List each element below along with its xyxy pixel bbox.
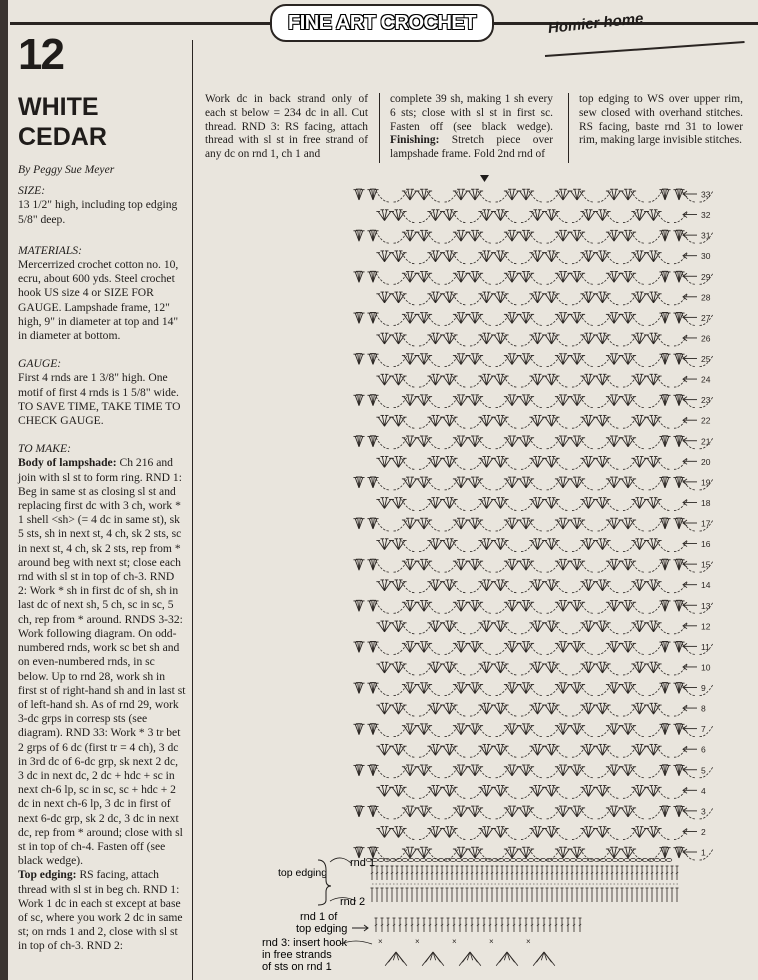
row-number: 25 xyxy=(701,354,711,364)
instructions-column-2: Work dc in back strand only of each st below = 234 dc in all. Cut thread. RND 3: RS facing, attach thread with sl st in free strand of any dc on rnd 1, ch 1 and xyxy=(205,93,368,161)
diagram-row xyxy=(376,457,687,470)
pattern-title: WHITE CEDAR xyxy=(18,93,107,151)
row-number: 24 xyxy=(701,374,711,385)
row-label xyxy=(683,416,711,426)
diagram-row xyxy=(353,600,713,613)
row-number: 19 xyxy=(701,477,711,488)
top-edging-label-2: top edging xyxy=(296,923,348,935)
edging-detail-rnd1 xyxy=(375,918,582,932)
row-number: 28 xyxy=(701,292,711,303)
diagram-row xyxy=(353,641,713,654)
diagram-row xyxy=(353,518,713,531)
black-wedge-icon xyxy=(480,175,489,182)
section-banner: FINE ART CROCHET xyxy=(270,4,494,42)
x-mark-icon: × xyxy=(526,937,531,946)
row-label xyxy=(683,375,711,385)
to-make-heading: TO MAKE: xyxy=(18,442,71,456)
row-label xyxy=(683,457,711,467)
row-label xyxy=(683,806,706,816)
size-heading: SIZE: xyxy=(18,184,46,198)
edging-detail-rnd3 xyxy=(378,937,555,966)
body-heading: Body of lampshade: xyxy=(18,456,117,470)
diagram-row xyxy=(353,312,713,325)
top-edging-text: RS facing, attach thread with sl st in beg ch. RND 1: Work 1 dc in each st except at base of sc, where you work 2 dc in same st; on rnds 1 and 2, close with sl st in top of ch-3. RND 2: xyxy=(18,868,183,953)
row-label xyxy=(683,498,711,508)
diagram-row xyxy=(353,189,713,202)
row-label xyxy=(683,210,711,220)
materials-heading: MATERIALS: xyxy=(18,243,82,257)
diagram-row xyxy=(353,559,713,572)
diagram-row xyxy=(376,539,687,552)
row-number: 33 xyxy=(701,189,711,200)
row-label xyxy=(683,786,706,796)
row-number: 7 xyxy=(701,724,706,735)
row-number: 15 xyxy=(701,559,711,570)
diagram-row xyxy=(353,847,713,860)
row-label xyxy=(683,848,706,858)
column-3-text-b: Stretch piece over lampshade frame. Fold 2nd rnd of xyxy=(390,134,553,161)
diagram-row xyxy=(376,703,687,716)
diagram-row xyxy=(353,230,713,243)
row-label xyxy=(683,765,706,775)
diagram-row xyxy=(376,251,687,264)
diagram-row xyxy=(353,724,713,737)
row-label xyxy=(683,745,706,755)
row-label xyxy=(683,724,706,734)
materials-text: Mercerrized crochet cotton no. 10, ecru, about 600 yds. Steel crochet hook US size 4 or SIZE FOR GAUGE. Lampshade frame, 12" high, 9" in diameter at top and 14" in diameter at bottom. xyxy=(18,258,179,343)
top-edging-label: top edging xyxy=(278,867,328,879)
edging-rnd2 xyxy=(371,888,679,902)
diagram-row xyxy=(376,374,687,387)
row-number: 22 xyxy=(701,415,711,426)
arrow-icon xyxy=(352,925,368,931)
diagram-row xyxy=(353,436,713,449)
row-label xyxy=(683,539,711,549)
row-label xyxy=(683,580,711,590)
row-number: 29 xyxy=(701,271,711,282)
rnd3-label-line1: rnd 3: insert hook xyxy=(262,937,347,949)
x-mark-icon: × xyxy=(489,937,494,946)
author: By Peggy Sue Meyer xyxy=(18,163,115,176)
row-number: 17 xyxy=(701,518,711,529)
rnd1-of-label: rnd 1 of xyxy=(300,911,338,923)
rnd1-label: rnd 1 xyxy=(350,857,376,869)
rnd2-label: rnd 2 xyxy=(340,896,366,908)
rnd3-label-line3: of sts on rnd 1 xyxy=(262,961,332,973)
body-text: Ch 216 and join with sl st to form ring. RND 1: Beg in same st as closing sl st and replacing first dc with 3 ch, work * 1 shell <sh> (= 4 dc in same st), sk 5 sts, sh in next st, 4 ch, sk 2 sts, sc in next st, 4 ch, sk 2 sts, rep from * around beg with next st; close each rnd with sl st in top of ch-3. RND 2: Work * sh in first dc of sh, sh in last dc of next sh, 5 ch, sc in sc, 5 ch, rep from * around. RNDS 3-32: Work following diagram. On odd-numbered rnds, work sc bet sh and on even-numbered rnds, in sc below. Up to rnd 28, work sh in first st of right-hand sh and in last st of left-hand sh. As of rnd 29, work 3-dc grps in corresp sts (see diagram). RND 33: Work * 3 tr bet 2 grps of 6 dc (first tr = 4 ch), 3 dc in 3rd dc of 6-dc grp, sk next 2 dc, 3 dc in next dc, 2 dc + hdc + sc in next ch-6 lp, sc in sc, sc + hdc + 2 dc in next ch-6 lp, 3 dc in first of next 6-dc grp, sk 2 dc, 3 dc in next dc, rep from * around; close with sl st in top of ch-4. Fasten off (see black wedge). xyxy=(18,456,186,868)
diagram-row xyxy=(353,765,713,778)
instructions-column-4: top edging to WS over upper rim, sew closed with overhand stitches. RS facing, baste rnd 31 to lower rim, making large invisible stitches. xyxy=(579,93,743,147)
row-number: 5 xyxy=(701,765,706,776)
top-edging-heading: Top edging: xyxy=(18,868,77,882)
pattern-number: 12 xyxy=(18,30,63,79)
row-number: 3 xyxy=(701,806,706,817)
publisher-name: Homier home xyxy=(547,10,645,37)
gauge-heading: GAUGE: xyxy=(18,357,62,371)
row-number: 8 xyxy=(701,703,706,714)
row-number: 14 xyxy=(701,580,711,591)
row-number: 27 xyxy=(701,312,711,323)
diagram-row xyxy=(376,580,687,593)
gauge-text: First 4 rnds are 1 3/8" high. One motif of first 4 rnds is 1 5/8" wide. TO SAVE TIME, TAKE TIME TO CHECK GAUGE. xyxy=(18,371,181,428)
row-label xyxy=(683,662,711,672)
row-number: 26 xyxy=(701,333,711,344)
row-number: 20 xyxy=(701,456,711,467)
diagram-row xyxy=(376,498,687,511)
rnd1-leader xyxy=(330,858,352,864)
row-label xyxy=(683,333,711,343)
diagram-row xyxy=(376,827,687,840)
finishing-heading: Finishing: xyxy=(390,134,440,147)
row-number: 31 xyxy=(701,230,711,241)
diagram-row xyxy=(353,477,713,490)
x-mark-icon: × xyxy=(378,937,383,946)
row-label xyxy=(683,621,711,631)
row-number: 32 xyxy=(701,210,711,221)
row-number: 2 xyxy=(701,826,706,837)
size-text: 13 1/2" high, including top edging 5/8" deep. xyxy=(18,198,178,226)
diagram-row xyxy=(376,292,687,305)
diagram-row xyxy=(353,806,713,819)
row-label xyxy=(683,292,711,302)
diagram-row xyxy=(376,662,687,675)
x-mark-icon: × xyxy=(415,937,420,946)
row-number: 10 xyxy=(701,662,711,673)
rnd3-label-line2: in free strands xyxy=(262,949,332,961)
row-number: 4 xyxy=(701,785,706,796)
row-number: 11 xyxy=(701,641,710,652)
row-label xyxy=(683,827,706,837)
diagram-row xyxy=(376,210,687,223)
row-label xyxy=(683,251,711,261)
diagram-row xyxy=(353,354,713,367)
diagram-row xyxy=(353,271,713,284)
x-mark-icon: × xyxy=(452,937,457,946)
diagram-row xyxy=(353,395,713,408)
row-number: 1 xyxy=(701,847,706,858)
stitch-motifs xyxy=(353,189,713,860)
row-number: 30 xyxy=(701,251,711,262)
row-label xyxy=(683,683,706,693)
column-3-text-a: complete 39 sh, making 1 sh every 6 sts; close with sl st in first sc. Fasten off (see black wedge). xyxy=(390,93,553,133)
row-number: 21 xyxy=(701,436,711,447)
row-label xyxy=(683,704,706,714)
row-number: 6 xyxy=(701,744,706,755)
row-number: 23 xyxy=(701,395,711,406)
diagram-row xyxy=(376,415,687,428)
diagram-row xyxy=(376,621,687,634)
diagram-row xyxy=(353,683,713,696)
row-number: 12 xyxy=(701,621,711,632)
diagram-row xyxy=(376,786,687,799)
diagram-row xyxy=(376,744,687,757)
row-number: 18 xyxy=(701,497,711,508)
row-number: 13 xyxy=(701,600,711,611)
edging-rnd1 xyxy=(371,866,679,880)
diagram-row xyxy=(376,333,687,346)
row-labels xyxy=(683,190,711,858)
row-number: 9 xyxy=(701,683,706,693)
row-number: 16 xyxy=(701,539,711,550)
foundation-chain xyxy=(366,858,672,861)
edging-rows xyxy=(366,858,680,965)
